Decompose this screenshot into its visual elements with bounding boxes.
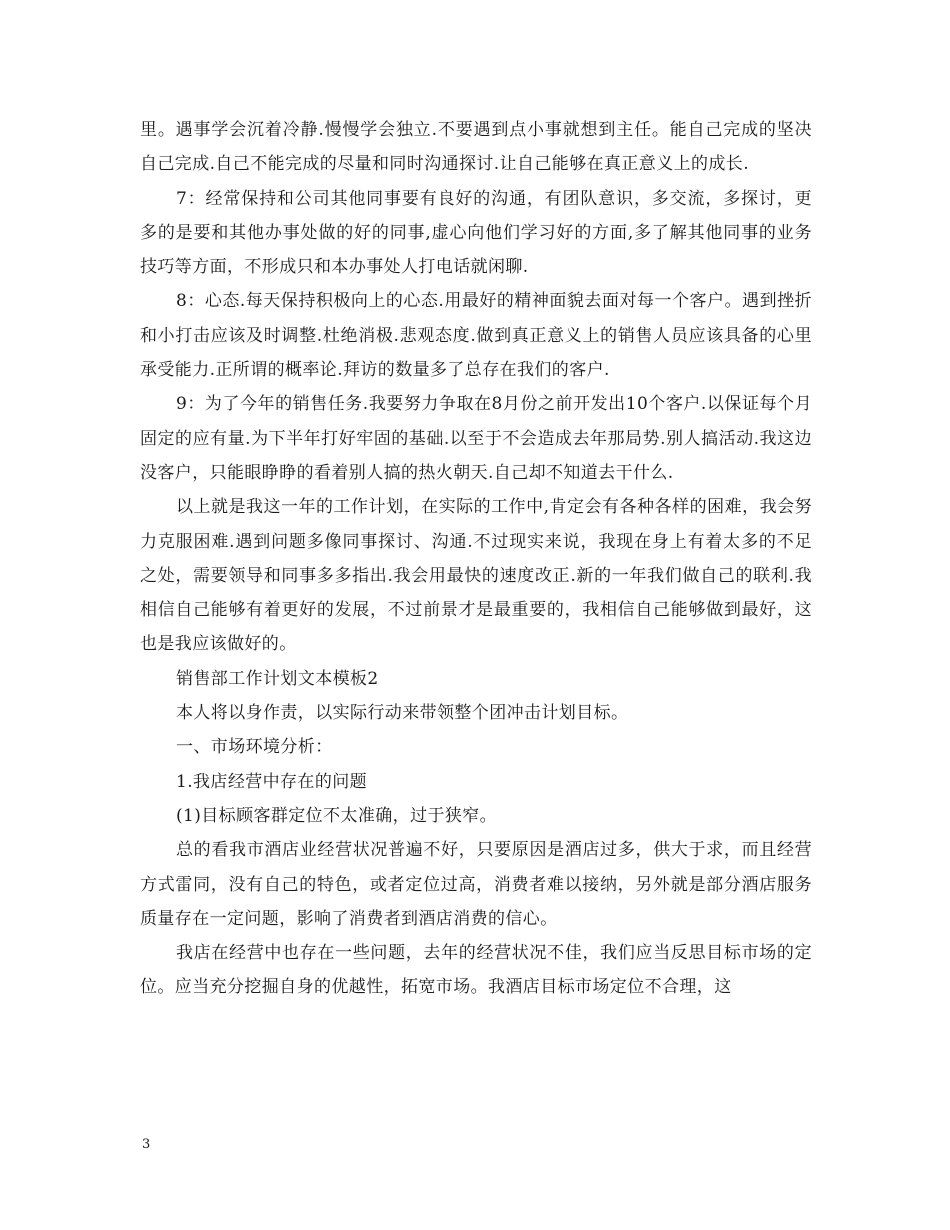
paragraph-industry-overview: 总的看我市酒店业经营状况普遍不好，只要原因是酒店过多，供大于求，而且经营方式雷同，没有自己的特色，或者定位过高，消费者难以接纳，另外就是部分酒店服务质量存在一定问题，影响了消费者到酒店消费的信心。 xyxy=(140,840,812,929)
paragraph-store-problems: 我店在经营中也存在一些问题，去年的经营状况不佳，我们应当反思目标市场的定位。应当充分挖掘自身的优越性，拓宽市场。我酒店目标市场定位不合理，这 xyxy=(140,943,812,998)
heading-target-customers: (1)目标顾客群定位不太准确，过于狭窄。 xyxy=(176,805,498,826)
page-number: 3 xyxy=(142,1137,151,1152)
paragraph-summary: 以上就是我这一年的工作计划，在实际的工作中,肯定会有各种各样的困难，我会努力克服困难.遇到问题多像同事探讨、沟通.不过现实来说，我现在身上有着太多的不足之处，需要领导和同事多多指出.我会用最快的速度改正.新的一年我们做自己的联利.我相信自己能够有着更好的发展，不过前景才是最重要的，我相信自己能够做到最好，这也是我应该做好的。 xyxy=(140,497,812,655)
paragraph-item-8: 8：心态.每天保持积极向上的心态.用最好的精神面貌去面对每一个客户。遇到挫折和小打击应该及时调整.杜绝消极.悲观态度.做到真正意义上的销售人员应该具备的心里承受能力.正所谓的概率论.拜访的数量多了总存在我们的客户. xyxy=(140,291,812,381)
heading-market-analysis: 一、市场环境分析： xyxy=(176,737,333,758)
paragraph-continuation: 里。遇事学会沉着冷静.慢慢学会独立.不要遇到点小事就想到主任。能自己完成的坚决自己完成.自己不能完成的尽量和同时沟通探讨.让自己能够在真正意义上的成长. xyxy=(140,120,812,175)
paragraph-item-7: 7：经常保持和公司其他同事要有良好的沟通，有团队意识，多交流，多探讨，更多的是要和其他办事处做的好的同事,虚心向他们学习好的方面,多了解其他同事的业务技巧等方面，不形成只和本办事处人打电话就闲聊. xyxy=(140,188,812,278)
paragraph-intro: 本人将以身作责，以实际行动来带领整个团冲击计划目标。 xyxy=(176,703,629,724)
section-title: 销售部工作计划文本模板2 xyxy=(176,668,379,689)
heading-existing-problems: 1.我店经营中存在的问题 xyxy=(176,771,368,792)
document-body xyxy=(140,113,812,1005)
paragraph-item-9: 9：为了今年的销售任务.我要努力争取在8月份之前开发出10个客户.以保证每个月固定的应有量.为下半年打好牢固的基础.以至于不会造成去年那局势.别人搞活动.我这边没客户，只能眼睁睁的看着别人搞的热火朝天.自己却不知道去干什么. xyxy=(140,394,812,483)
